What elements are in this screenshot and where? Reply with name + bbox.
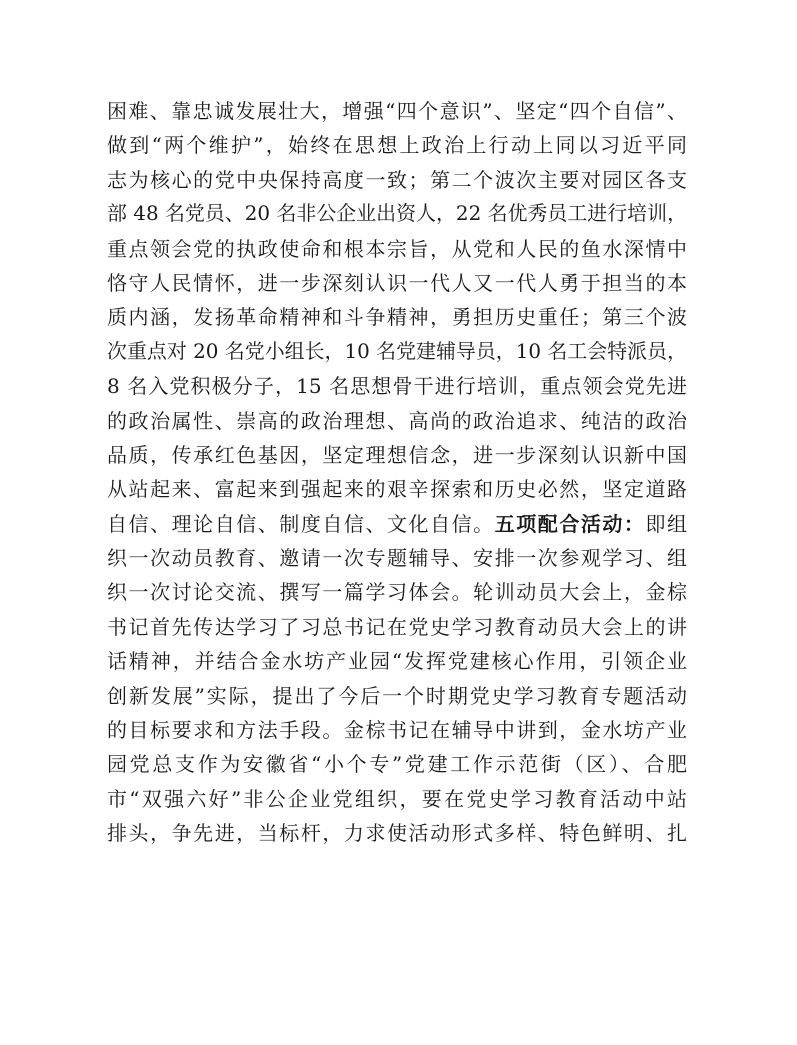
- text-line-6: 恪守人民情怀，进一步深刻认识一代人又一代人勇于担当的本: [107, 270, 687, 295]
- text-line-1: 困难、靠忠诚发展壮大，增强“四个意识”、坚定“四个自信”、: [107, 99, 687, 123]
- text-line-11: 品质，传承红色基因，坚定理想信念，进一步深刻认识新中国: [107, 442, 687, 467]
- text-line-3: 志为核心的党中央保持高度一致；第二个波次主要对园区各支: [107, 167, 687, 192]
- text-line-19: 的目标要求和方法手段。金棕书记在辅导中讲到，金水坊产业: [107, 718, 687, 743]
- text-line-18: 创新发展”实际，提出了今后一个时期党史学习教育专题活动: [107, 683, 687, 708]
- text-line-21: 市“双强六好”非公企业党组织，要在党史学习教育活动中站: [107, 786, 687, 811]
- text-line-7: 质内涵，发扬革命精神和斗争精神，勇担历史重任；第三个波: [107, 305, 687, 330]
- text-line-10: 的政治属性、崇高的政治理想、高尚的政治追求、纯洁的政治: [107, 408, 687, 433]
- text-line-16: 书记首先传达学习了习总书记在党史学习教育动员大会上的讲: [107, 614, 687, 639]
- text-line-9: 8 名入党积极分子，15 名思想骨干进行培训，重点领会党先进: [107, 374, 687, 399]
- text-line-13-end: 即组: [645, 511, 688, 536]
- text-line-13-start: 自信、理论自信、制度自信、文化自信。: [107, 511, 495, 536]
- text-line-15: 织一次讨论交流、撰写一篇学习体会。轮训动员大会上，金棕: [107, 580, 687, 605]
- section-heading-five-activities: 五项配合活动：: [494, 511, 646, 536]
- text-line-14: 织一次动员教育、邀请一次专题辅导、安排一次参观学习、组: [107, 546, 687, 571]
- text-line-4: 部 48 名党员、20 名非公企业出资人，22 名优秀员工进行培训，: [107, 202, 687, 226]
- body-text: [107, 94, 687, 851]
- text-line-22: 排头，争先进，当标杆，力求使活动形式多样、特色鲜明、扎: [107, 821, 687, 846]
- text-line-17: 话精神，并结合金水坊产业园“发挥党建核心作用，引领企业: [107, 649, 687, 674]
- text-line-20: 园党总支作为安徽省“小个专”党建工作示范街（区）、合肥: [107, 752, 687, 777]
- text-line-12: 从站起来、富起来到强起来的艰辛探索和历史必然，坚定道路: [107, 477, 687, 502]
- text-line-8: 次重点对 20 名党小组长，10 名党建辅导员，10 名工会特派员，: [107, 339, 687, 363]
- text-line-13: [107, 507, 687, 541]
- text-line-2: 做到“两个维护”，始终在思想上政治上行动上同以习近平同: [107, 133, 687, 158]
- text-line-5: 重点领会党的执政使命和根本宗旨，从党和人民的鱼水深情中: [107, 236, 687, 261]
